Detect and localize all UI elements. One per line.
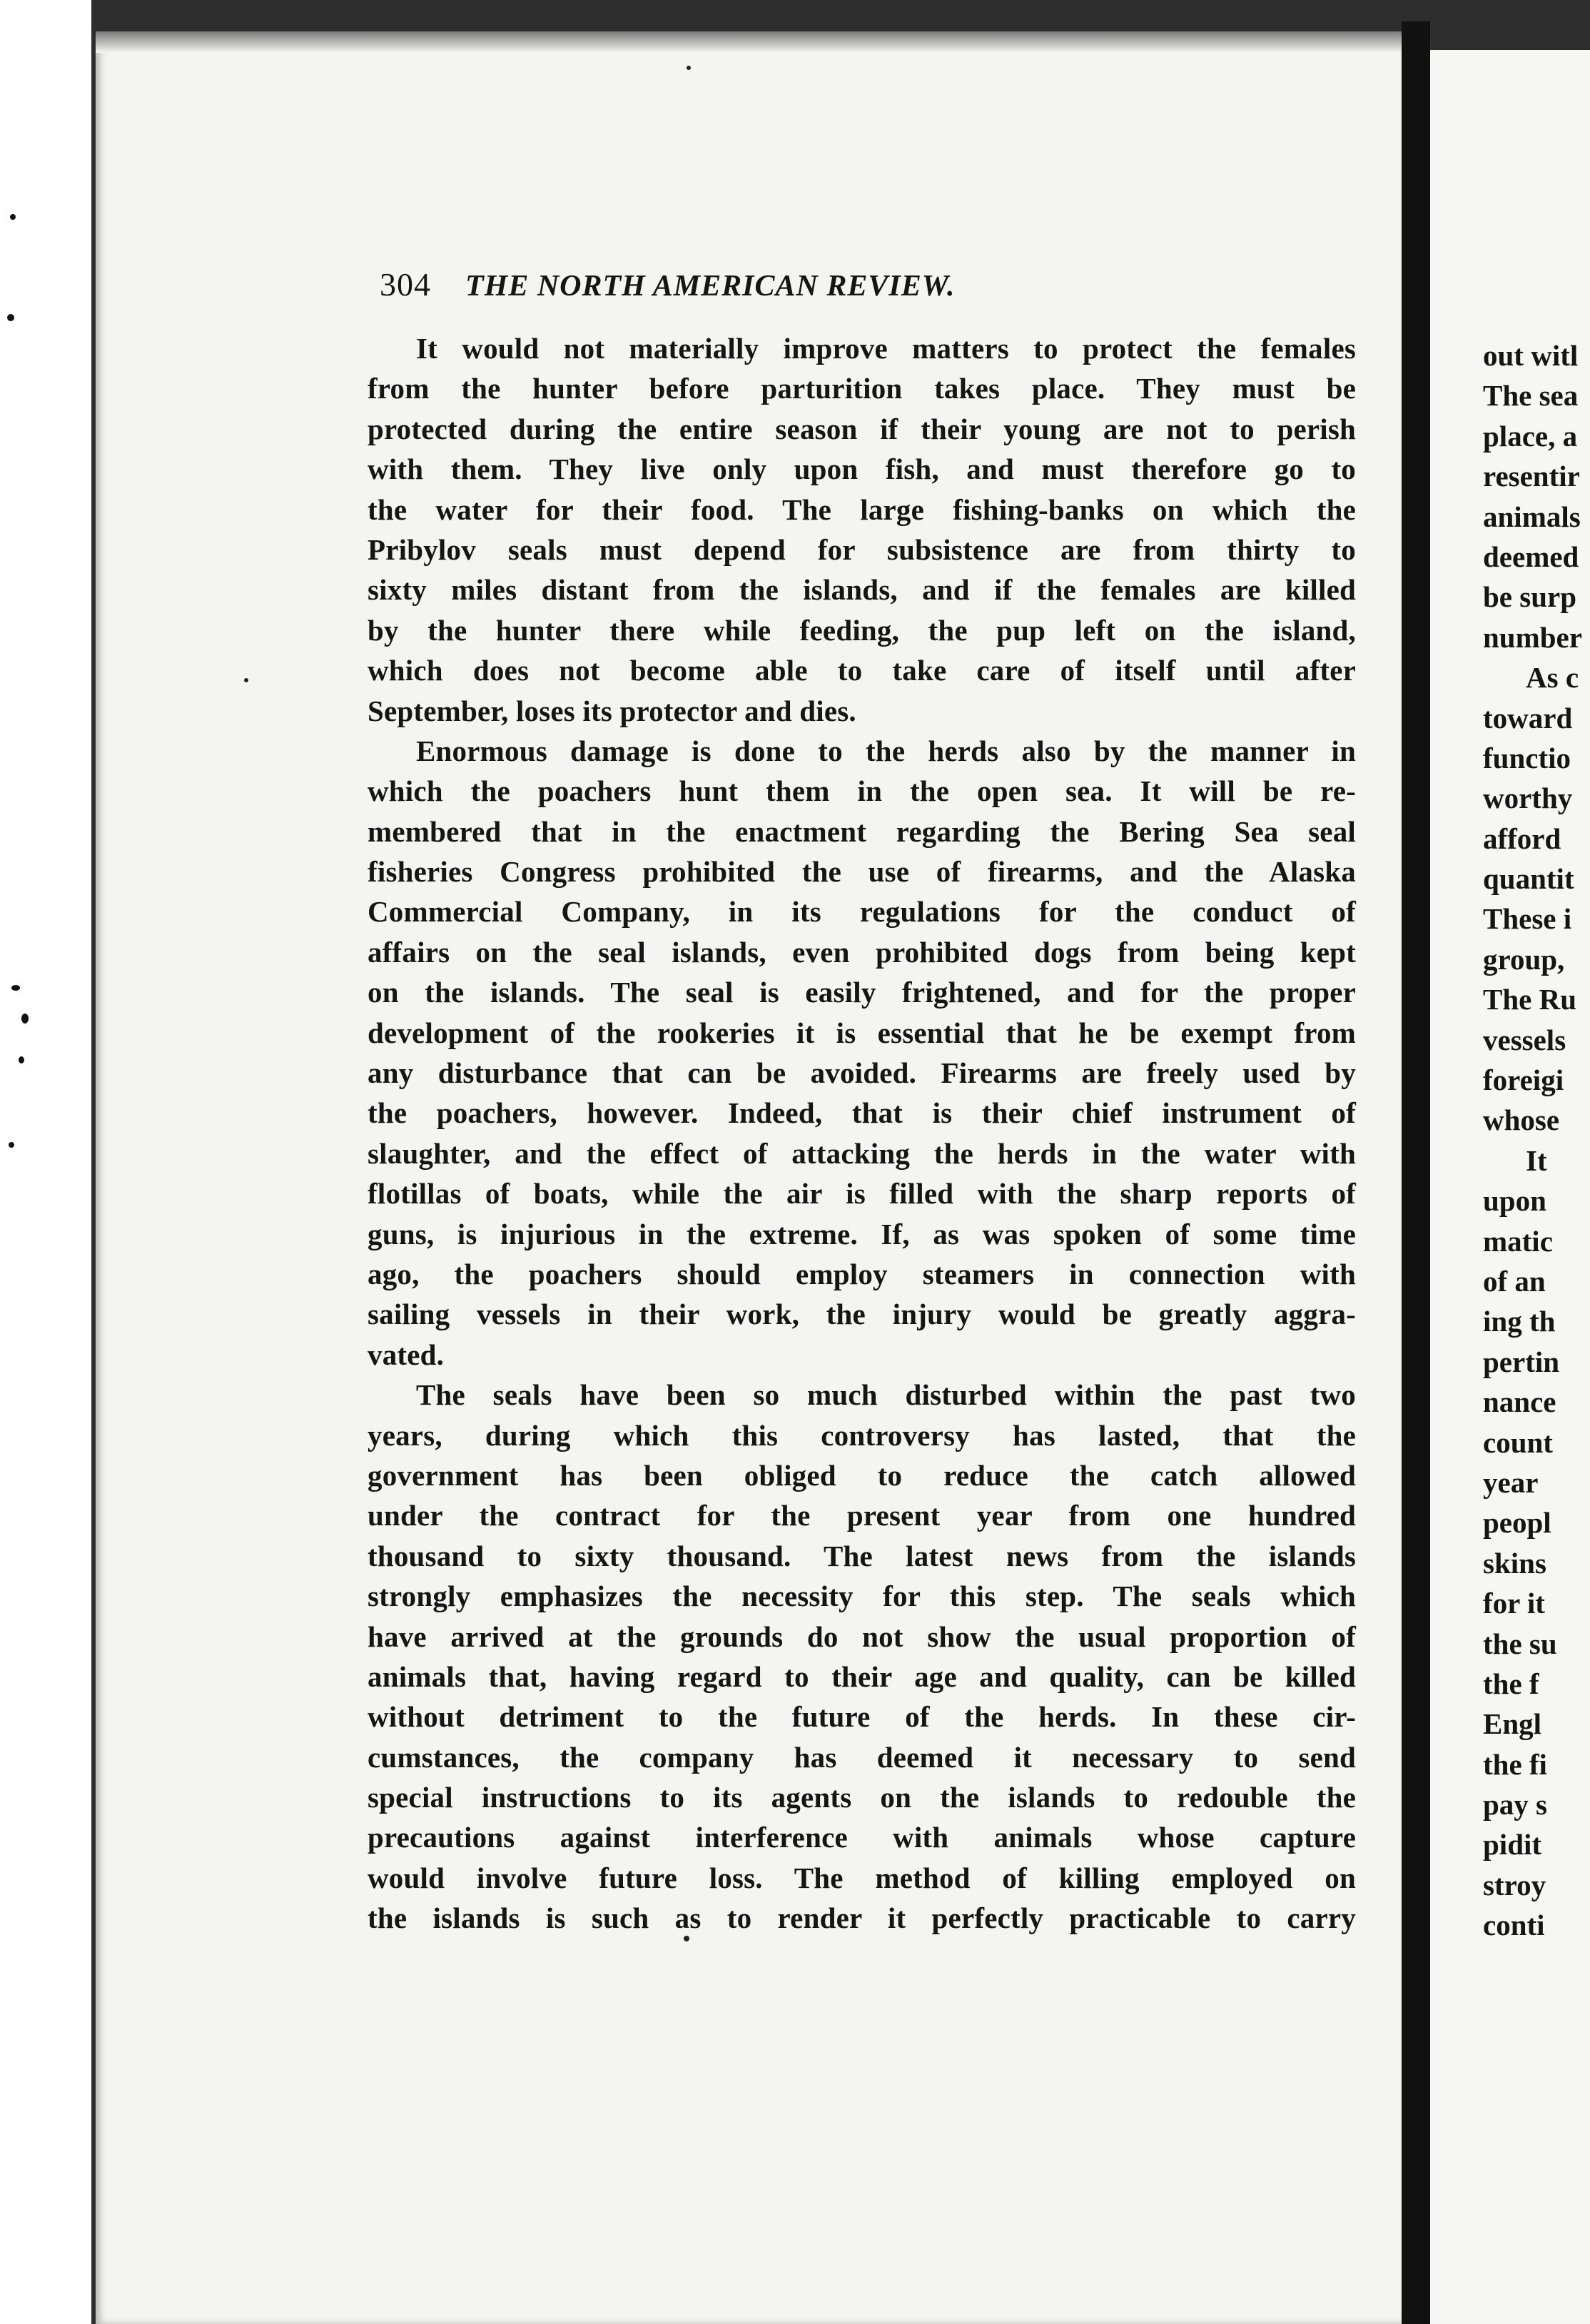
right-page-text-line: nance xyxy=(1483,1385,1556,1419)
text-line: from the hunter before parturition takes place. They must be xyxy=(368,372,1356,405)
scan-speck xyxy=(684,1936,689,1941)
right-page-text-line: peopl xyxy=(1483,1506,1551,1540)
text-line: precautions against interference with animals whose capture xyxy=(368,1821,1356,1854)
text-line: which does not become able to take care of itself until after xyxy=(368,654,1356,687)
book-gutter xyxy=(1402,21,1430,2324)
right-page-text-line: toward xyxy=(1483,701,1573,734)
text-line: without detriment to the future of the herds. In these cir- xyxy=(368,1700,1356,1734)
text-line: protected during the entire season if their young are not to perish xyxy=(368,412,1356,445)
right-page-text-line: the su xyxy=(1483,1627,1557,1660)
right-page-text-line: foreigi xyxy=(1483,1064,1564,1097)
page-number: 304 xyxy=(380,266,431,303)
text-line: the water for their food. The large fishing-banks on which the xyxy=(368,492,1356,526)
text-line: It would not materially improve matters to protect the females xyxy=(416,332,1356,365)
right-page-text-line: The Ru xyxy=(1483,983,1577,1016)
right-page-text-line: As c xyxy=(1526,661,1579,694)
right-page-text-line: count xyxy=(1483,1425,1553,1459)
right-page-text-line: functio xyxy=(1483,741,1571,774)
text-line: development of the rookeries it is essential that he be exempt from xyxy=(368,1016,1356,1049)
right-page-text-line: be surp xyxy=(1483,580,1577,614)
right-page-text-line: for it xyxy=(1483,1587,1545,1620)
right-page-text-line: animals xyxy=(1483,500,1581,533)
right-page-text-line: worthy xyxy=(1483,782,1573,815)
right-page-text-line: The sea xyxy=(1483,379,1579,413)
text-line: sixty miles distant from the islands, and if the females are killed xyxy=(368,573,1356,607)
text-line: on the islands. The seal is easily frightened, and for the proper xyxy=(368,976,1356,1009)
text-line: the poachers, however. Indeed, that is their chief instrument of xyxy=(368,1096,1356,1130)
text-line: The seals have been so much disturbed within the past two xyxy=(416,1378,1356,1412)
right-page-text-line: resentir xyxy=(1483,460,1580,493)
text-line: fisheries Congress prohibited the use of firearms, and the Alaska xyxy=(368,855,1356,889)
right-page-text-line: number xyxy=(1483,620,1582,654)
right-page-text-line: stroy xyxy=(1483,1868,1546,1901)
text-line: September, loses its protector and dies. xyxy=(368,694,856,727)
right-page-text-line: ing th xyxy=(1483,1305,1556,1338)
text-line: under the contract for the present year from one hundred xyxy=(368,1499,1356,1532)
text-line: vated. xyxy=(368,1338,445,1371)
text-line: have arrived at the grounds do not show the usual proportion of xyxy=(368,1620,1356,1653)
right-page-text-line: out witl xyxy=(1483,339,1579,372)
right-page-text-line: vessels xyxy=(1483,1023,1566,1056)
text-line: Pribylov seals must depend for subsistence are from thirty to xyxy=(368,532,1356,566)
left-column-text xyxy=(368,328,1356,1939)
right-page-text-line: quantit xyxy=(1483,862,1574,896)
text-line: would involve future loss. The method of killing employed on xyxy=(368,1861,1356,1894)
scan-speck xyxy=(244,678,248,682)
text-line: membered that in the enactment regarding the Bering Sea seal xyxy=(368,814,1356,848)
scan-left-margin xyxy=(0,0,91,2324)
right-page-text-line: the fi xyxy=(1483,1747,1547,1781)
right-page-text-line: pay s xyxy=(1483,1788,1548,1822)
text-line: sailing vessels in their work, the injury would be greatly aggra- xyxy=(368,1298,1356,1331)
right-page-text-line: whose xyxy=(1483,1103,1560,1137)
right-page-text-line: These i xyxy=(1483,902,1572,936)
text-line: strongly emphasizes the necessity for this step. The seals which xyxy=(368,1580,1356,1613)
right-page-text-line: pertin xyxy=(1483,1345,1560,1378)
right-page-text-line: conti xyxy=(1483,1909,1545,1942)
text-line: government has been obliged to reduce the catch allowed xyxy=(368,1458,1356,1492)
text-line: the islands is such as to render it perfectly practicable to carry xyxy=(368,1901,1356,1935)
scan-speck xyxy=(687,66,691,70)
text-line: thousand to sixty thousand. The latest news from the islands xyxy=(368,1539,1356,1572)
right-page-text-line: year xyxy=(1483,1465,1539,1499)
right-page-text-line: group, xyxy=(1483,942,1565,976)
right-page-text-line: skins xyxy=(1483,1546,1546,1580)
right-page-text-line: It xyxy=(1526,1143,1547,1177)
text-line: ago, the poachers should employ steamers in connection with xyxy=(368,1257,1356,1290)
right-page-text-line: Engl xyxy=(1483,1707,1542,1741)
text-line: special instructions to its agents on the islands to redouble the xyxy=(368,1781,1356,1814)
right-page-text-line: matic xyxy=(1483,1224,1553,1258)
text-line: cumstances, the company has deemed it necessary to send xyxy=(368,1740,1356,1774)
page-header xyxy=(380,266,1136,315)
text-line: flotillas of boats, while the air is filled with the sharp reports of xyxy=(368,1177,1356,1211)
text-line: slaughter, and the effect of attacking the herds in the water with xyxy=(368,1136,1356,1170)
text-line: by the hunter there while feeding, the pup left on the island, xyxy=(368,613,1356,647)
right-page-text-line: afford xyxy=(1483,822,1561,855)
text-line: Enormous damage is done to the herds also by the manner in xyxy=(416,734,1356,767)
text-line: guns, is injurious in the extreme. If, as was spoken of some time xyxy=(368,1217,1356,1251)
right-page-text-line: place, a xyxy=(1483,419,1578,453)
text-line: years, during which this controversy has lasted, that the xyxy=(368,1418,1356,1452)
right-column-text xyxy=(1483,335,1590,1946)
text-line: Commercial Company, in its regulations for the conduct of xyxy=(368,895,1356,929)
running-head: THE NORTH AMERICAN REVIEW. xyxy=(465,270,956,303)
right-page-text-line: of an xyxy=(1483,1264,1546,1298)
text-line: affairs on the seal islands, even prohibited dogs from being kept xyxy=(368,935,1356,969)
text-line: animals that, having regard to their age and quality, can be killed xyxy=(368,1659,1356,1693)
right-page-text-line: pidit xyxy=(1483,1828,1542,1861)
text-line: any disturbance that can be avoided. Firearms are freely used by xyxy=(368,1056,1356,1090)
right-page-text-line: deemed xyxy=(1483,540,1579,573)
right-page-text-line: the f xyxy=(1483,1667,1539,1700)
text-line: which the poachers hunt them in the open sea. It will be re- xyxy=(368,774,1356,808)
right-page-text-line: upon xyxy=(1483,1184,1546,1218)
text-line: with them. They live only upon fish, and must therefore go to xyxy=(368,453,1356,486)
